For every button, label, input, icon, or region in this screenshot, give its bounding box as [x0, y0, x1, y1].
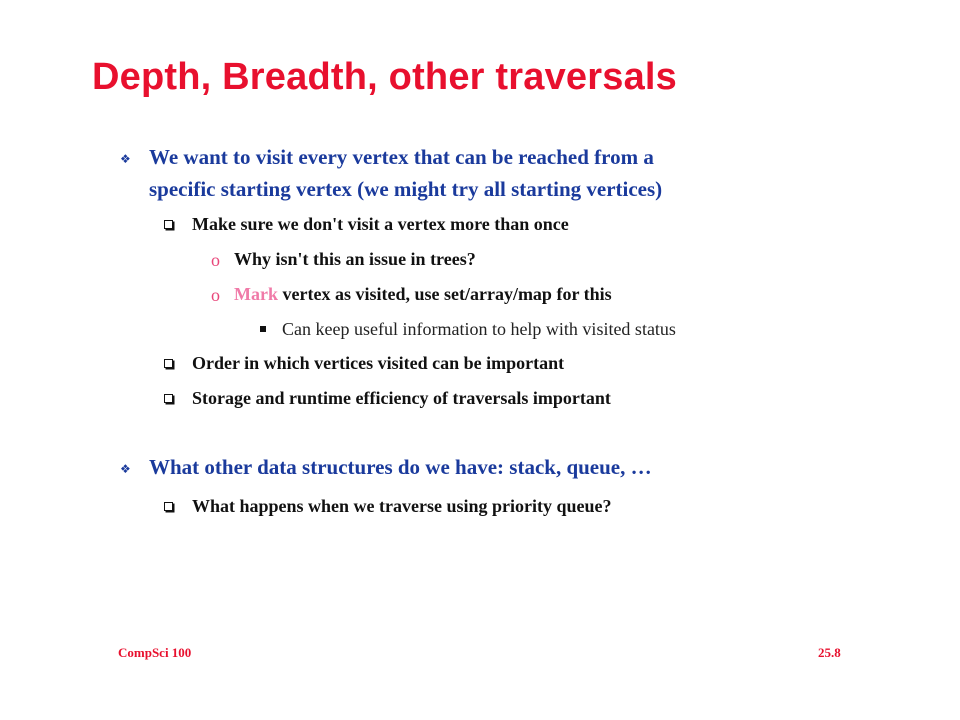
mark-keyword: Mark [234, 284, 278, 304]
circle-bullet-icon: o [211, 285, 220, 305]
slide-title: Depth, Breadth, other traversals [92, 56, 678, 98]
sub-sub-bullet-trees: Why isn't this an issue in trees? [234, 249, 476, 269]
filled-square-bullet-icon [260, 326, 266, 332]
bullet-1-line-1: We want to visit every vertex that can be reached from a [149, 145, 654, 169]
square-bullet-icon [164, 394, 173, 403]
square-bullet-icon [164, 359, 173, 368]
sub-bullet-storage: Storage and runtime efficiency of traversals important [192, 388, 611, 408]
sub-bullet-visit-once: Make sure we don't visit a vertex more than once [192, 214, 569, 234]
sub-sub-bullet-mark [234, 284, 612, 305]
diamond-bullet-icon: ❖ [120, 462, 131, 476]
bullet-2-line-1: What other data structures do we have: stack, queue, … [149, 455, 652, 479]
sub-bullet-priority-queue: What happens when we traverse using priority queue? [192, 496, 612, 516]
diamond-bullet-icon: ❖ [120, 152, 131, 166]
footer-course: CompSci 100 [118, 645, 192, 660]
footer-page-number: 25.8 [818, 645, 841, 660]
square-bullet-icon [164, 502, 173, 511]
square-bullet-icon [164, 220, 173, 229]
bullet-1-line-2: specific starting vertex (we might try all starting vertices) [149, 177, 663, 201]
sub-bullet-order: Order in which vertices visited can be important [192, 353, 565, 373]
circle-bullet-icon: o [211, 250, 220, 270]
detail-bullet-useful-info: Can keep useful information to help with visited status [282, 319, 676, 339]
mark-rest-text: vertex as visited, use set/array/map for this [278, 284, 612, 304]
